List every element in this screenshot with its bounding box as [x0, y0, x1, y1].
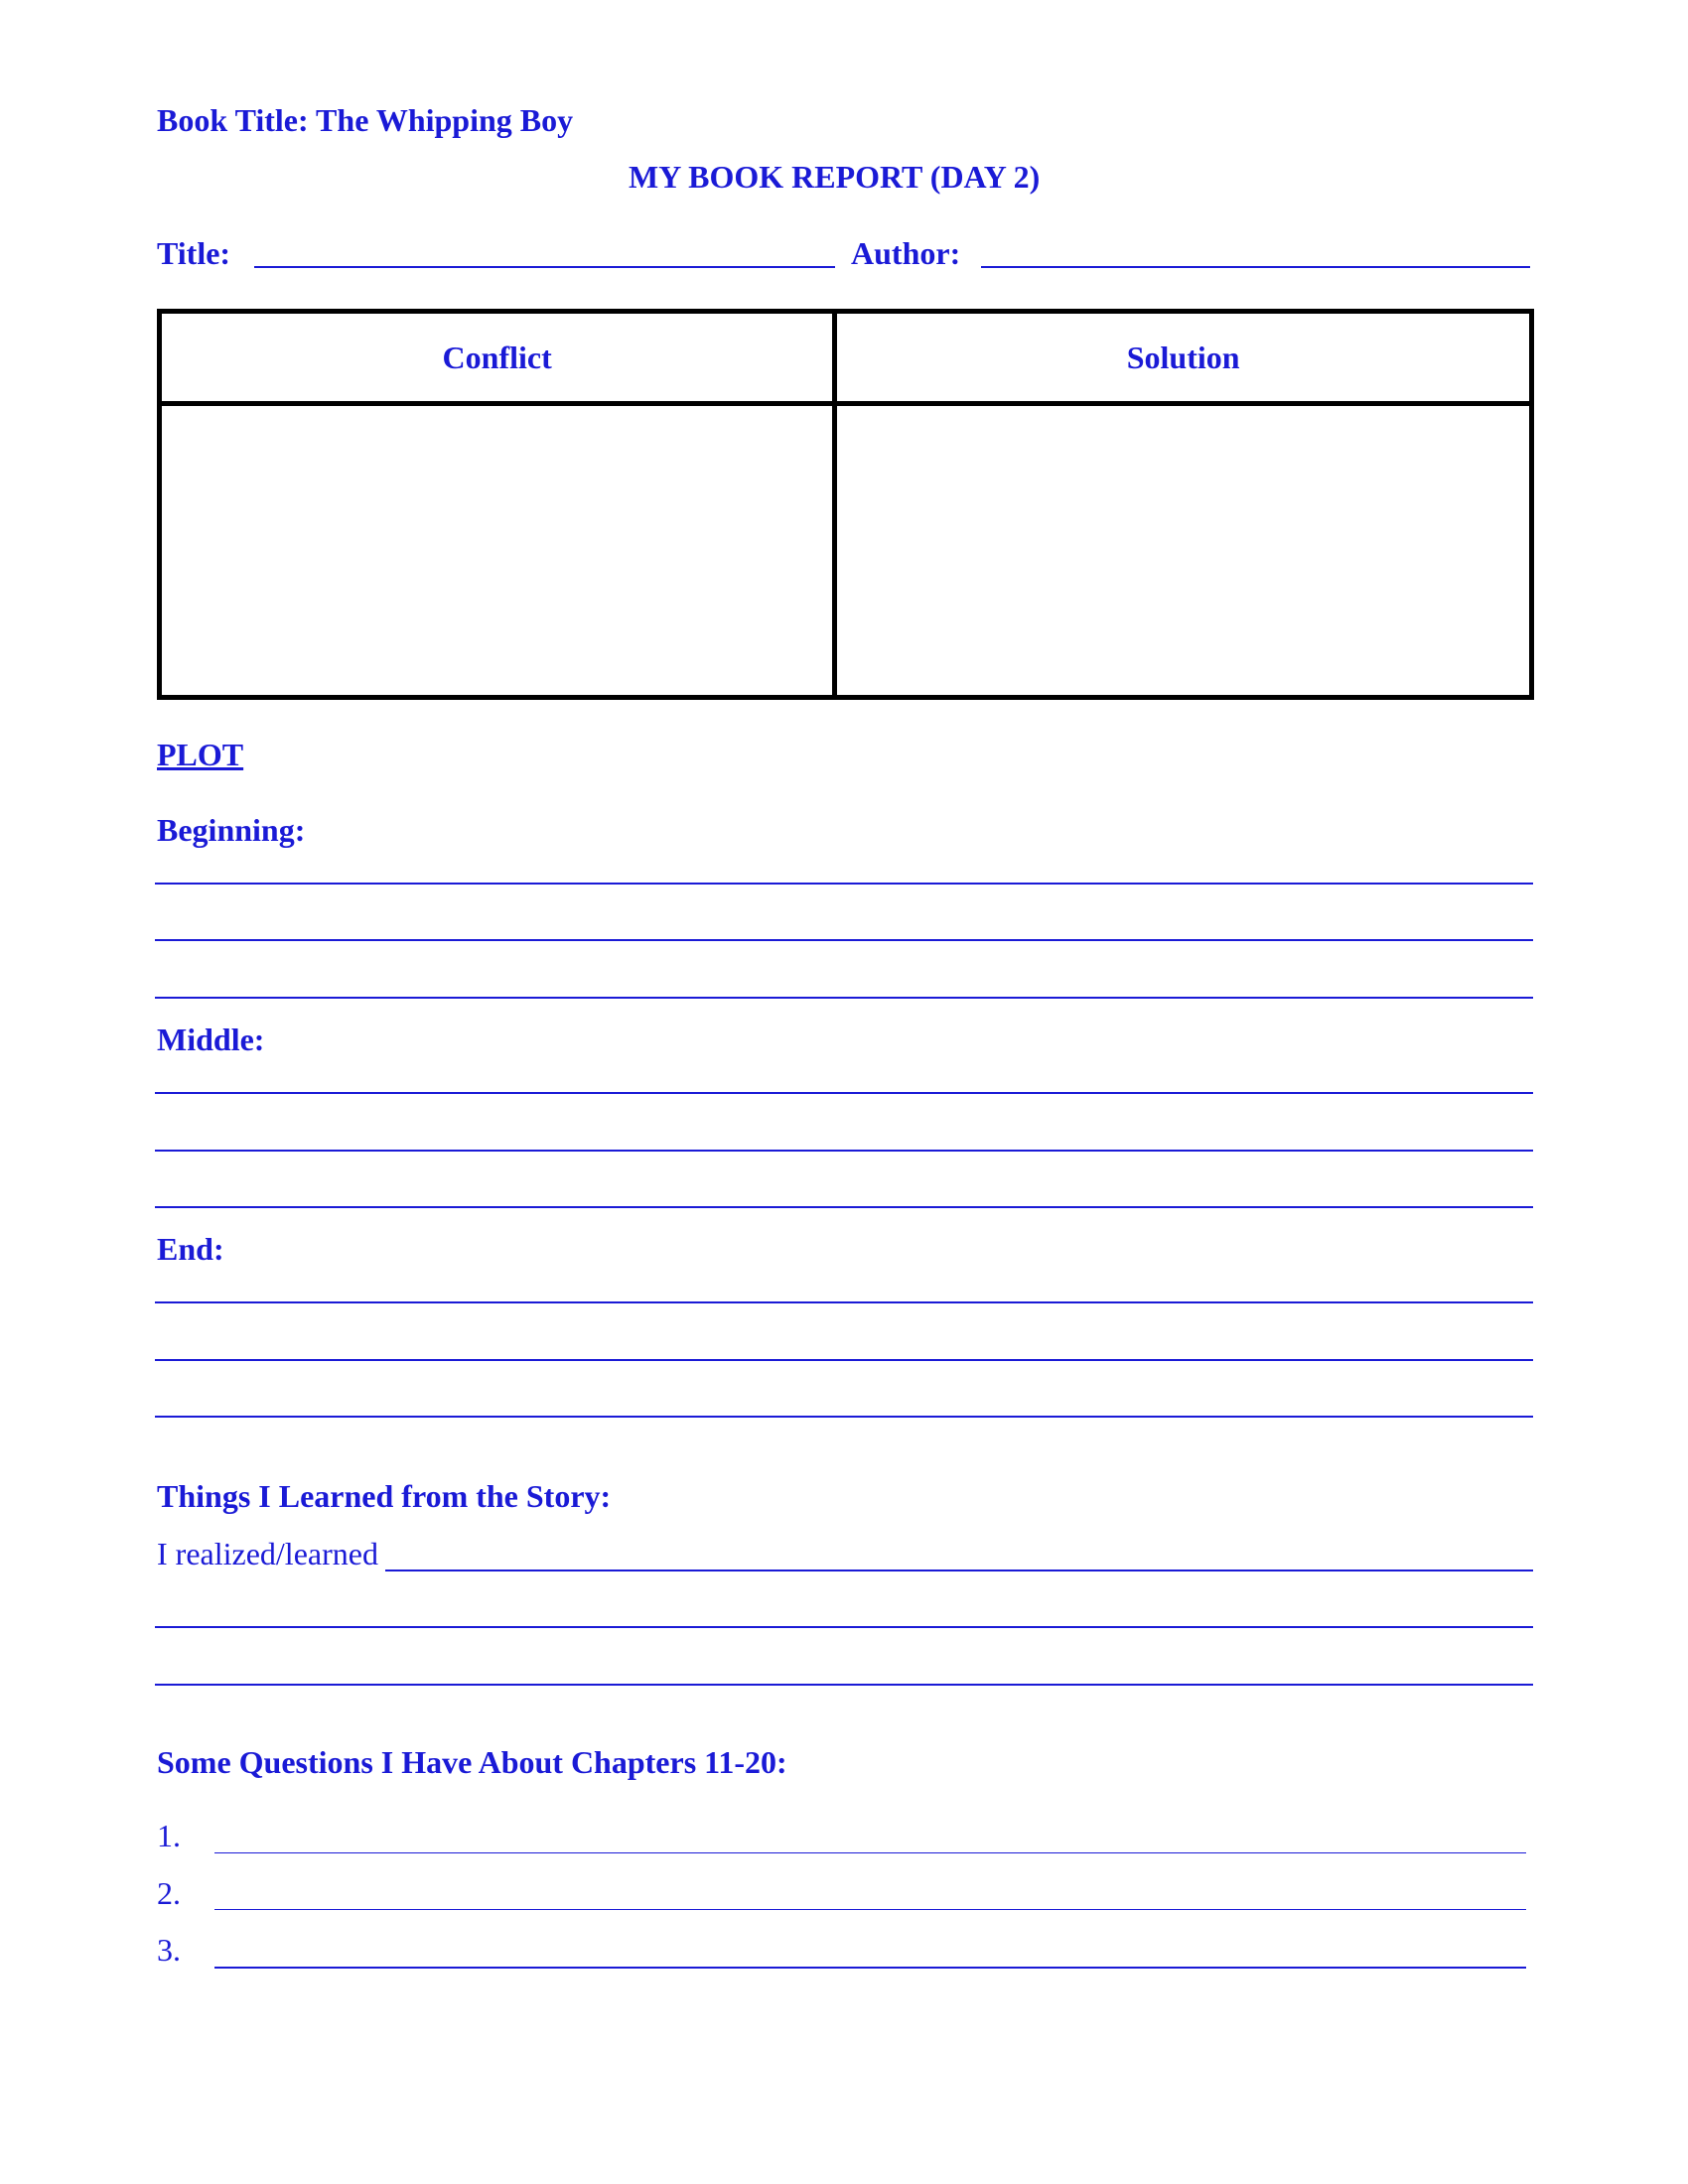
beginning-line-2[interactable]	[155, 939, 1533, 941]
book-title-line: Book Title: The Whipping Boy	[157, 102, 574, 138]
question-line-3[interactable]	[214, 1967, 1526, 1969]
middle-line-1[interactable]	[155, 1092, 1533, 1094]
question-line-2[interactable]	[214, 1909, 1526, 1910]
learned-line-1[interactable]	[385, 1570, 1533, 1571]
conflict-header: Conflict	[160, 312, 835, 404]
end-line-2[interactable]	[155, 1359, 1533, 1361]
learned-prompt: I realized/learned	[157, 1536, 378, 1571]
conflict-cell[interactable]	[160, 404, 835, 698]
end-line-3[interactable]	[155, 1416, 1533, 1418]
solution-header: Solution	[835, 312, 1532, 404]
conflict-solution-table	[157, 309, 1534, 700]
learned-line-2[interactable]	[155, 1626, 1533, 1628]
learned-heading: Things I Learned from the Story:	[157, 1478, 612, 1514]
question-number-2: 2.	[157, 1875, 181, 1911]
beginning-line-3[interactable]	[155, 997, 1533, 999]
learned-line-3[interactable]	[155, 1684, 1533, 1686]
title-label: Title:	[157, 235, 231, 271]
middle-line-3[interactable]	[155, 1206, 1533, 1208]
solution-cell[interactable]	[835, 404, 1532, 698]
beginning-line-1[interactable]	[155, 883, 1533, 885]
middle-line-2[interactable]	[155, 1150, 1533, 1152]
title-input-line[interactable]	[254, 266, 835, 268]
report-heading: MY BOOK REPORT (DAY 2)	[629, 159, 1041, 195]
question-line-1[interactable]	[214, 1852, 1526, 1853]
plot-heading: PLOT	[157, 737, 244, 772]
beginning-label: Beginning:	[157, 812, 306, 848]
author-input-line[interactable]	[981, 266, 1530, 268]
author-label: Author:	[851, 235, 961, 271]
question-number-1: 1.	[157, 1818, 181, 1853]
end-label: End:	[157, 1231, 224, 1267]
middle-label: Middle:	[157, 1022, 265, 1057]
question-number-3: 3.	[157, 1932, 181, 1968]
end-line-1[interactable]	[155, 1301, 1533, 1303]
questions-heading: Some Questions I Have About Chapters 11-20:	[157, 1744, 787, 1780]
